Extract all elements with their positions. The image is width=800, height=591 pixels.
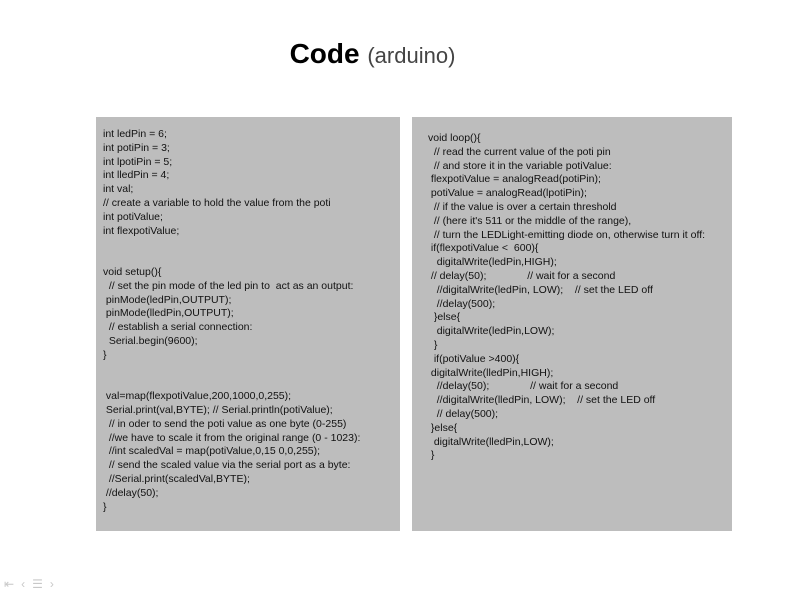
code-line [103, 238, 400, 252]
code-line: void loop(){ [428, 132, 481, 144]
code-line: }else{ [428, 311, 461, 324]
code-line [103, 376, 400, 390]
code-line: if(flexpotiValue < 600){ [428, 242, 539, 255]
code-line: Serial.print(val,BYTE); // Serial.println(potiValue); [103, 403, 333, 416]
code-panel-left [96, 117, 400, 531]
code-line: // create a variable to hold the value from the poti [103, 196, 331, 209]
code-line: // set the pin mode of the led pin to act as an output: [103, 279, 354, 292]
code-line: pinMode(ledPin,OUTPUT); [103, 293, 232, 306]
code-line: flexpotiValue = analogRead(potiPin); [428, 173, 601, 186]
code-line: //delay(50); // wait for a second [428, 380, 619, 393]
slide-menu-icon[interactable]: ☰ [32, 577, 43, 591]
code-line: digitalWrite(ledPin,LOW); [428, 325, 555, 338]
code-line: int flexpotiValue; [103, 224, 180, 237]
code-line: Serial.begin(9600); [103, 334, 198, 347]
code-line: }else{ [428, 421, 458, 434]
slide-title-sub: (arduino) [367, 43, 456, 68]
code-line: int potiValue; [103, 210, 163, 223]
first-slide-icon[interactable]: ⇤ [4, 577, 15, 591]
code-line: // delay(50); // wait for a second [428, 269, 616, 282]
code-line: //int scaledVal = map(potiValue,0,15 0,0,255); [103, 445, 321, 458]
code-line: // establish a serial connection: [103, 321, 253, 334]
previous-slide-icon[interactable]: ‹ [21, 577, 26, 591]
code-line: int lpotiPin = 5; [103, 155, 173, 168]
code-line: // send the scaled value via the serial port as a byte: [103, 459, 351, 472]
code-line: } [428, 449, 435, 462]
code-line: //we have to scale it from the original range (0 - 1023): [103, 431, 361, 444]
code-line: //digitalWrite(lledPin, LOW); // set the LED off [428, 394, 656, 407]
code-line: void setup(){ [103, 265, 162, 278]
code-line: } [103, 500, 107, 513]
code-line: digitalWrite(ledPin,HIGH); [428, 256, 557, 269]
code-line: // turn the LEDLight-emitting diode on, otherwise turn it off: [428, 228, 706, 241]
slide-title-main: Code [289, 38, 360, 69]
code-line: int val; [103, 183, 134, 196]
code-line: //digitalWrite(ledPin, LOW); // set the LED off [428, 283, 653, 296]
code-line: // if the value is over a certain threshold [428, 200, 617, 213]
code-line: potiValue = analogRead(lpotiPin); [428, 187, 587, 200]
code-line: // in oder to send the poti value as one byte (0-255) [103, 417, 347, 430]
code-line: digitalWrite(lledPin,HIGH); [428, 366, 554, 379]
code-line: // read the current value of the poti pin [428, 145, 611, 158]
slide-title [0, 38, 745, 70]
code-line: digitalWrite(lledPin,LOW); [428, 435, 554, 448]
code-line: int potiPin = 3; [103, 141, 170, 154]
code-line: // delay(500); [428, 407, 499, 420]
code-line: int lledPin = 4; [103, 169, 170, 182]
code-line: //Serial.print(scaledVal,BYTE); [103, 472, 250, 485]
code-line: pinMode(lledPin,OUTPUT); [103, 307, 234, 320]
code-line: val=map(flexpotiValue,200,1000,0,255); [103, 390, 292, 403]
code-panel-right [412, 117, 732, 531]
code-line: if(potiValue >400){ [428, 352, 520, 365]
code-line: // (here it's 511 or the middle of the range), [428, 214, 632, 227]
next-slide-icon[interactable]: › [49, 577, 54, 591]
code-line: } [428, 338, 438, 351]
slide-navigation [4, 578, 54, 590]
code-line [103, 363, 400, 377]
code-line [103, 252, 400, 266]
code-line: //delay(50); [103, 486, 159, 499]
code-line: // and store it in the variable potiValue: [428, 159, 612, 172]
code-line: } [103, 348, 107, 361]
code-line: int ledPin = 6; [103, 128, 167, 140]
code-line: //delay(500); [428, 297, 496, 310]
